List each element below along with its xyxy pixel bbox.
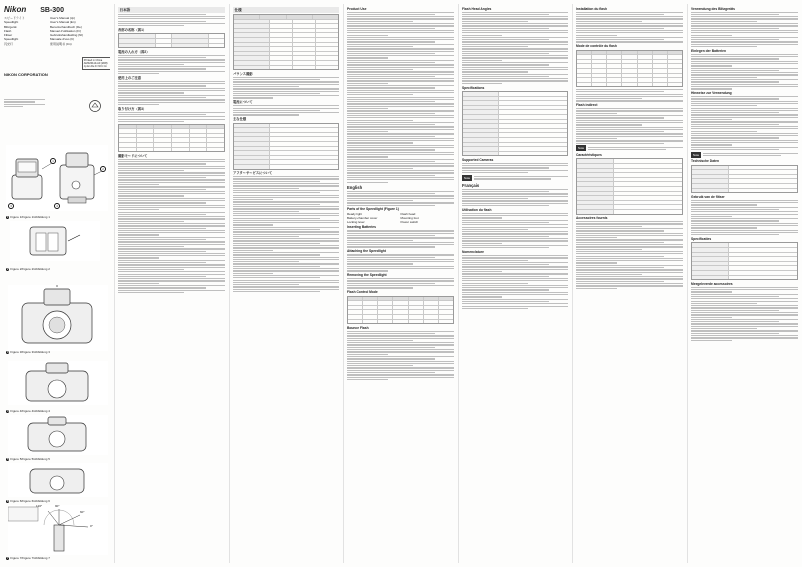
callout-4: 4 [54, 203, 60, 209]
section-heading: Flash indirect [576, 103, 598, 108]
angle-label: 90° [55, 504, 60, 508]
fold-line [687, 4, 688, 563]
fold-line [229, 4, 230, 563]
section-heading: Utilisation du flash [462, 207, 492, 212]
language-heading: Français [462, 182, 480, 188]
model-name: SB-300 [40, 7, 64, 14]
section-heading: Caractéristiques [576, 152, 602, 157]
fold-line [572, 4, 573, 563]
fold-line [343, 4, 344, 563]
section-heading: Hinweise zur Verwendung [691, 91, 732, 95]
parts-list: Ready light Flash head Battery-chamber cover Mounting foot Locking lever Power switch [347, 211, 419, 224]
section-heading: Removing the Speedlight [347, 273, 387, 278]
section-heading: 日本語 [118, 7, 225, 13]
figure-4-caption: 4 Figure 4/Figure 4/Abbildung 4 [6, 409, 50, 413]
legend-block [4, 98, 54, 108]
main-spec-table [233, 123, 339, 170]
cover-column [4, 5, 110, 561]
section-heading: 電池の入れ方（図2） [118, 49, 150, 54]
angle-label: 0° [90, 524, 93, 528]
print-info-box: Printed in China AMF20113-A0 (2D8) Jp En De Fr Nl It Cn [82, 57, 110, 70]
figure-6-illustration [8, 463, 108, 497]
section-heading: Installation du flash [576, 6, 607, 11]
fold-line [114, 4, 115, 563]
french-column [576, 5, 683, 561]
section-heading: 仕様 [233, 7, 339, 13]
section-heading: Bounce Flash [347, 325, 369, 330]
section-heading: Inserting Batteries [347, 225, 376, 230]
figure-5-illustration [8, 415, 108, 455]
section-heading: Meegeleverde accessoires [691, 281, 733, 286]
section-heading: Supported Cameras [462, 157, 494, 162]
mode-table [118, 124, 225, 153]
fr-mode-table [576, 50, 683, 88]
figure-3-illustration [8, 285, 108, 351]
japanese-column-1 [118, 5, 225, 561]
language-list: スピードライト User's Manual (Jp) Speedlight User's Manual (En) Blitzgerät Benutzerhandbuch (De) Flash Manuel d'utilisation (Fr) Flitser Gebruikshandleiding (Nl) Speedlight Manuale d'uso (It) 闪光灯 使用说明书 (Cn) [4, 16, 84, 46]
section-heading: Attaching the Speedlight [347, 249, 386, 254]
figure-5-caption: 5 Figure 5/Figure 5/Abbildung 5 [6, 457, 50, 461]
section-heading: Einlegen der Batterien [691, 48, 726, 53]
company-name: NIKON CORPORATION [4, 72, 48, 77]
callout-2: 2 [100, 166, 106, 172]
section-heading: Flash Control Mode [347, 290, 378, 295]
german-column [691, 5, 798, 561]
figure-7-illustration [8, 505, 108, 555]
japanese-column-2 [233, 5, 339, 561]
nl-spec-table [691, 242, 798, 280]
section-heading: Accessoires fournis [576, 216, 608, 221]
section-heading: Nomenclature [462, 249, 484, 254]
note-box [462, 175, 568, 181]
angle-label: 60° [80, 510, 85, 514]
en-spec-table [462, 91, 568, 156]
callout-3: 3 [8, 203, 14, 209]
note-icon: Note [463, 175, 471, 180]
note-box [576, 145, 683, 151]
section-heading: バウンス撮影 [233, 71, 253, 76]
section-heading: 撮影モードについて [118, 153, 148, 158]
figure-4-illustration [8, 361, 108, 405]
brand-logo: Nikon [4, 5, 27, 14]
de-spec-table [691, 165, 798, 194]
figure-2-illustration [10, 221, 100, 261]
section-heading: Parts of the Speedlight (Figure 1) [347, 207, 399, 212]
figure-6-caption: 6 Figure 6/Figure 6/Abbildung 6 [6, 499, 50, 503]
flash-mode-table [347, 296, 454, 325]
figure-1-illustration [6, 145, 108, 211]
section-heading: Specificaties [691, 236, 712, 241]
callout-1: 1 [50, 158, 56, 164]
note-icon: Note [692, 152, 700, 157]
section-heading: Technische Daten [691, 159, 719, 164]
figure-1-caption: 1 Figure 1/Figure 1/Abbildung 1 [6, 215, 50, 219]
figure-3-caption: 3 Figure 3/Figure 3/Abbildung 3 [6, 350, 50, 354]
section-heading: 主な仕様 [233, 117, 247, 122]
section-heading: 各部の名称（図1） [118, 27, 147, 32]
note-box [691, 152, 798, 158]
section-heading: Mode de contrôle du flash [576, 44, 617, 49]
recycle-icon [88, 99, 102, 113]
figure-7-caption: 7 Figure 7/Figure 7/Abbildung 7 [6, 556, 50, 560]
figure-2-caption: 2 Figure 2/Figure 2/Abbildung 2 [6, 267, 50, 271]
section-heading: 取り付け方（図3） [118, 106, 147, 111]
section-heading: Verwendung des Blitzgeräts [691, 6, 735, 11]
section-heading: Product Use [347, 6, 367, 11]
fr-spec-table [576, 158, 683, 214]
note-icon: Note [577, 146, 585, 151]
english-column-2 [462, 5, 568, 561]
language-heading: English [347, 184, 363, 190]
angle-label: 120° [36, 504, 43, 508]
section-heading: Flash Head Angles [462, 6, 492, 11]
parts-table [118, 33, 225, 48]
section-heading: Specifications [462, 85, 485, 90]
section-heading: アフターサービスについて [233, 171, 273, 176]
english-column-1 [347, 5, 454, 561]
fold-line [458, 4, 459, 563]
section-heading: Gebruik van de flitser [691, 194, 725, 199]
spec-table [233, 14, 339, 70]
section-heading: 使用上のご注意 [118, 75, 142, 80]
section-heading: 電池について [233, 100, 253, 105]
